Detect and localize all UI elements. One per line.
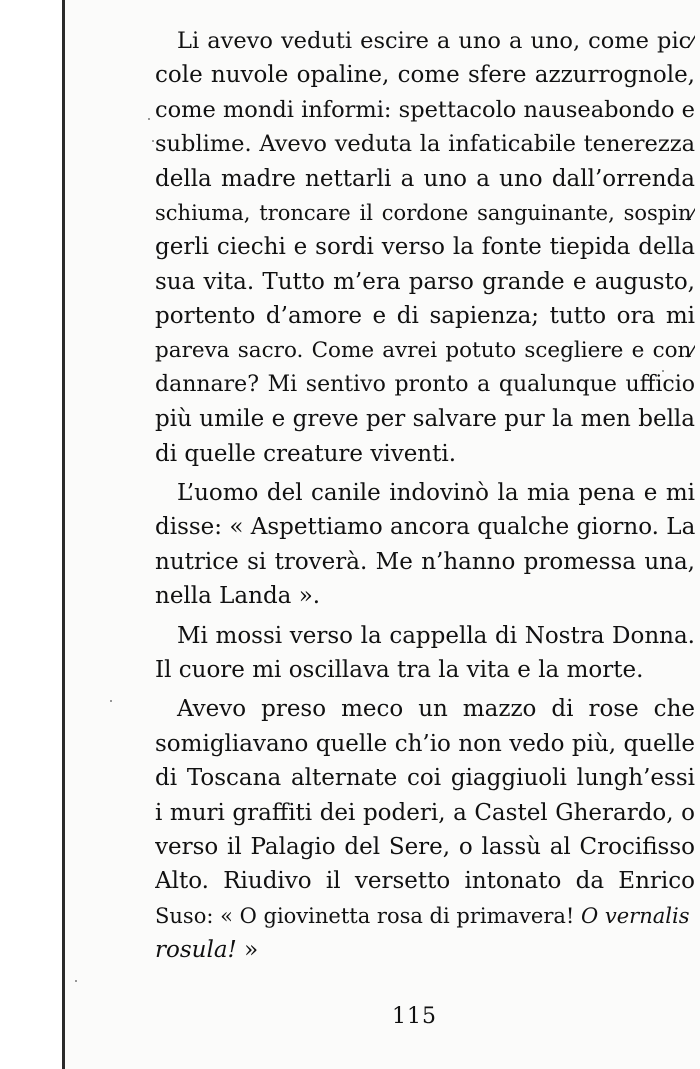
text-line: della madre nettarli a uno a uno dall’orrenda [155,165,695,192]
text-italic: rosula! [155,937,237,964]
text-line: come mondi informi: spettacolo nauseabondo e [155,96,695,123]
text-line: portento d’amore e di sapienza; tutto ora mi [155,303,695,330]
text-line: dannare? Mi sentivo pronto a qualunque ufficio [155,371,695,397]
text-line: L’uomo del canile indovinò la mia pena e mi [177,480,695,507]
text-line: Alto. Riudivo il versetto intonato da Enrico [155,868,695,895]
text-line: Avevo preso meco un mazzo di rose che [177,696,695,723]
text-line: nutrice si troverà. Me n’hanno promessa una, [155,548,695,575]
text-line: Li avevo veduti escire a uno a uno, come pic⁄ [177,28,695,54]
text-line [155,933,695,967]
page-margin-left [0,0,62,1069]
text-line: gerli ciechi e sordi verso la fonte tiepida della [155,234,695,261]
paper-speck [152,140,154,142]
paragraph-2 [155,476,695,614]
page-number: 115 [392,1004,437,1029]
text-line: Il cuore mi oscillava tra la vita e la morte. [155,657,644,684]
book-spine-edge [62,0,65,1069]
text-line: i muri graffiti dei poderi, a Castel Gherardo, o [155,799,695,826]
text-line: verso il Palagio del Sere, o lassù al Crocifisso [155,833,695,860]
text-line: più umile e greve per salvare pur la men bella [155,406,695,433]
text-line: schiuma, troncare il cordone sanguinante, sospin⁄ [155,200,695,225]
text-line: cole nuvole opaline, come sfere azzurrognole, [155,62,695,89]
text-line: somigliavano quelle ch’io non vedo più, quelle [155,730,695,757]
text-line: pareva sacro. Come avrei potuto scegliere e con⁄ [155,337,695,363]
text-line [155,899,695,933]
text-line: di Toscana alternate coi giaggiuoli lungh’essi [155,765,695,792]
text-italic: O vernalis [581,903,690,928]
text-line: sublime. Avevo veduta la infaticabile tenerezza [155,131,695,158]
text-line: sua vita. Tutto m’era parso grande e augusto, [155,268,695,295]
text-line: di quelle creature viventi. [155,440,457,467]
text-line: nella Landa ». [155,583,321,610]
body-text [155,24,695,968]
text-line: Mi mossi verso la cappella di Nostra Donna. [177,622,695,649]
text-roman: » [236,937,259,964]
paragraph-1 [155,24,695,471]
text-line: disse: « Aspettiamo ancora qualche giorno. La [155,514,695,541]
paper-speck [110,700,112,702]
paragraph-3 [155,619,695,688]
paper-speck [75,980,77,982]
paper-speck [148,118,150,120]
text-roman: Suso: « O giovinetta rosa di primavera! [155,903,581,928]
paragraph-4 [155,692,695,967]
